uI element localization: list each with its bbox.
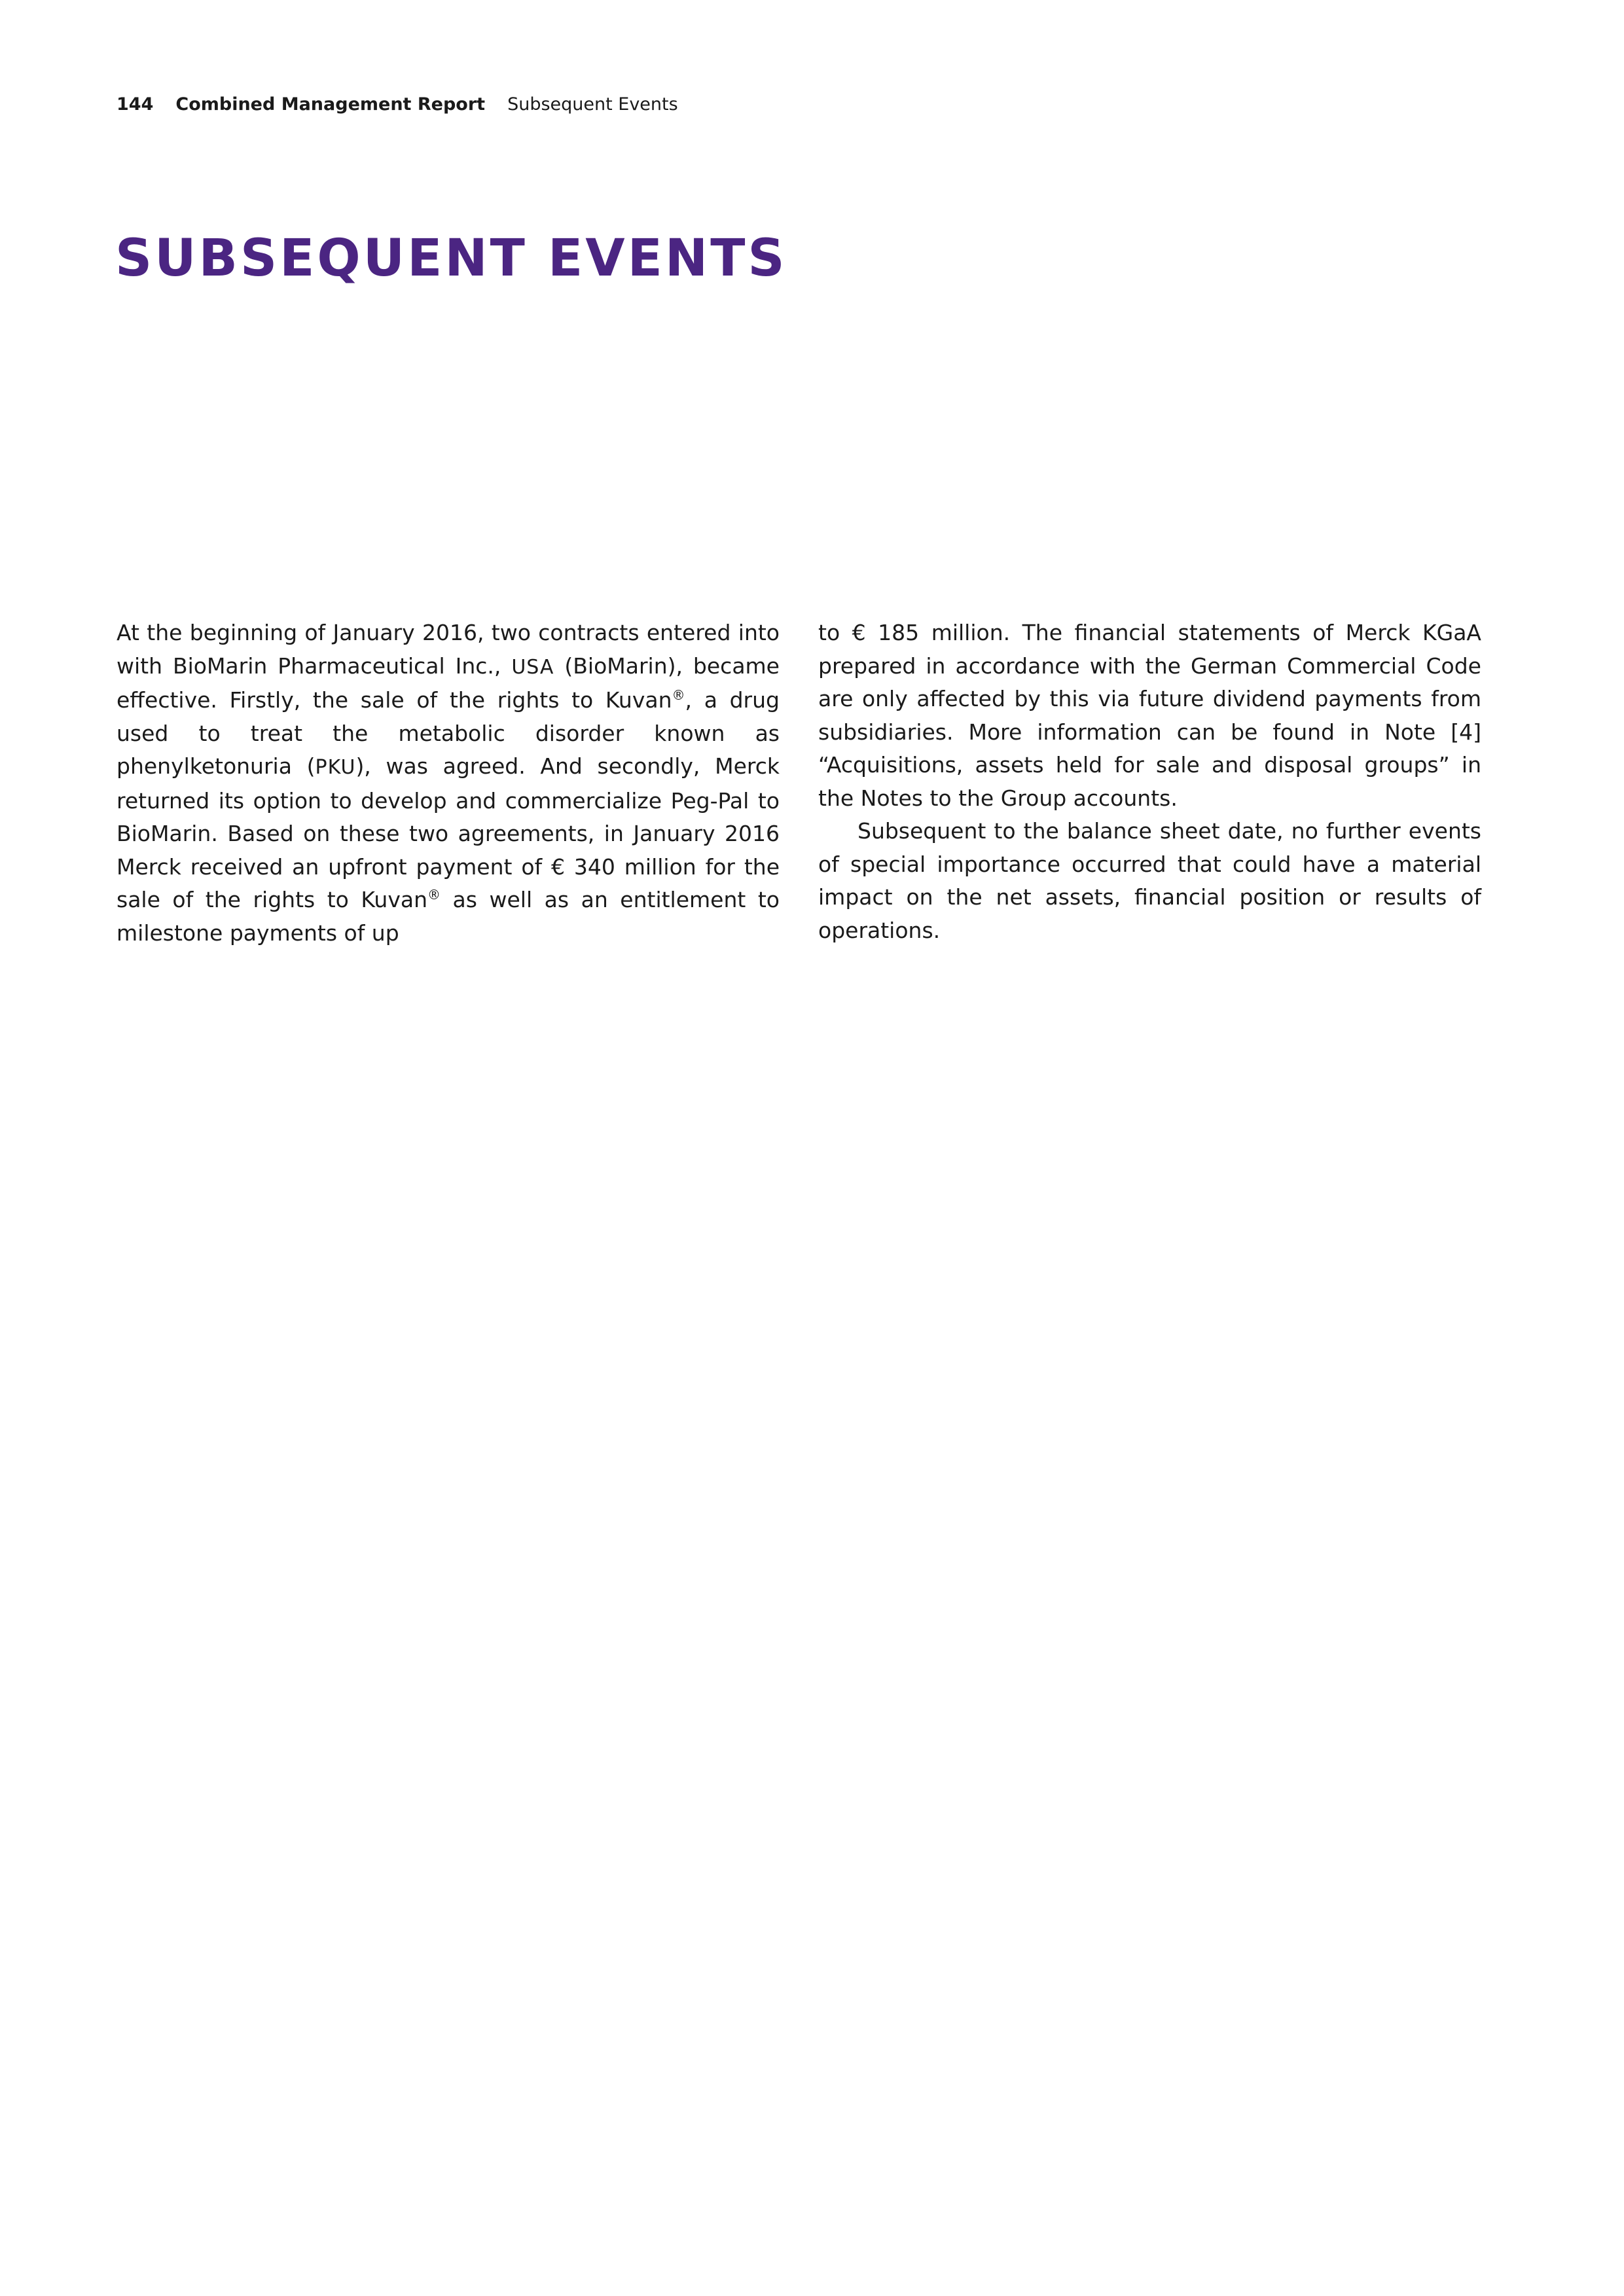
text-segment: , a drug used to treat the metabolic disorder known as phenylketonuria (	[117, 687, 780, 779]
registered-mark: ®	[672, 687, 685, 703]
section-name: Combined Management Report	[175, 94, 486, 115]
abbreviation-usa: USA	[511, 655, 554, 679]
page-number: 144	[117, 94, 154, 115]
paragraph-financial-statements: to € 185 million. The financial statements of Merck KGaA prepared in accordance with the German Commercial Code are only affected by this via future dividend payments from subsidiaries. More information can be found in Note [4] “Acquisitions, assets held for sale and disposal groups” in the Notes to the Group accounts.	[818, 620, 1481, 811]
text-segment: At the beginning of January 2016, two contracts entered into with BioMarin Pharmaceutical Inc.,	[117, 620, 780, 679]
paragraph-no-further-events: Subsequent to the balance sheet date, no further events of special importance occurred that could have a material impact on the net assets, financial position or results of operations.	[818, 818, 1481, 943]
page-title: SUBSEQUENT EVENTS	[115, 229, 787, 288]
text-segment: (BioMarin), became effective. Firstly, the sale of the rights to Kuvan	[117, 653, 780, 713]
left-column	[117, 617, 780, 950]
text-segment: ), was agreed. And secondly, Merck returned its option to develop and commercialize Peg-Pal to BioMarin. Based on these two agreements, in January 2016 Merck received an upfront payment of € 340 million for the sale of the rights to Kuvan	[117, 753, 780, 912]
text-segment: as well as an entitlement to milestone payments of up	[117, 887, 780, 946]
right-column	[818, 617, 1481, 947]
paragraph-contracts	[117, 617, 780, 950]
running-header	[117, 92, 678, 118]
abbreviation-pku: PKU	[315, 756, 356, 779]
registered-mark: ®	[427, 887, 441, 903]
subsection-name: Subsequent Events	[507, 94, 678, 115]
